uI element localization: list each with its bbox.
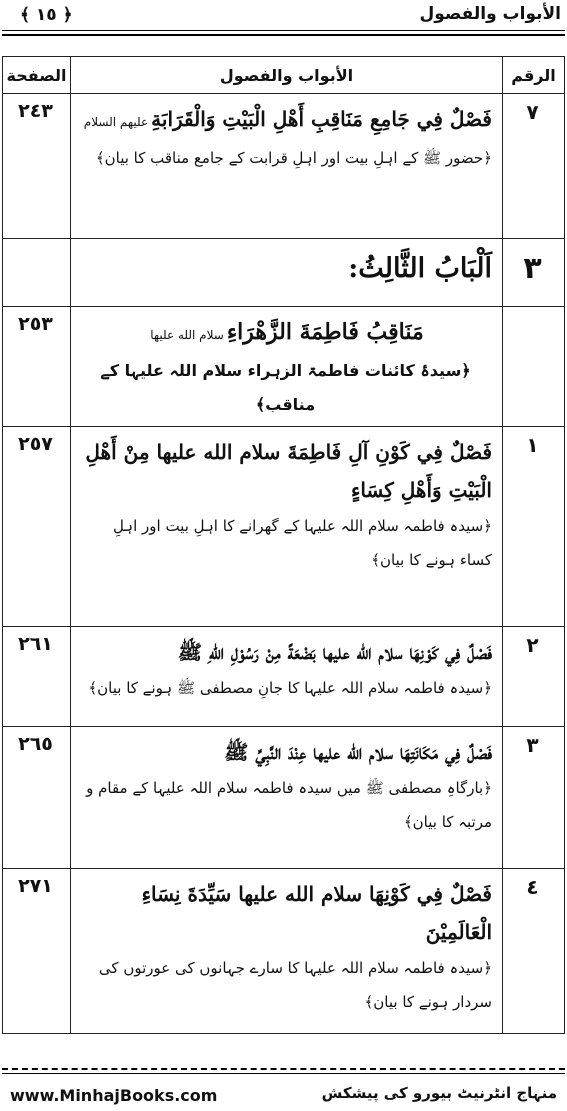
column-header-number: الرقم xyxy=(503,57,565,94)
page-number: ﴾ ١٥ ﴿ xyxy=(20,5,73,25)
header-rule xyxy=(2,30,565,31)
footer-website-link[interactable]: www.MinhajBooks.com xyxy=(10,1086,218,1105)
entry-arabic-title: فَصْلٌ فِي جَامِعِ مَنَاقِبِ أَهْلِ الْبَيْتِ وَالْقَرَابَةِ xyxy=(151,107,492,131)
entry-page: ٢٦٥ xyxy=(3,727,71,869)
entry-urdu-description: ﴿سیدۂ کائنات فاطمۃ الزہراء سلام اللہ علیہا کے مناقب﴾ xyxy=(100,361,471,414)
column-header-chapters: الأبواب والفصول xyxy=(71,57,503,94)
table-row xyxy=(3,239,565,307)
entry-urdu-description: ﴿سیدہ فاطمہ سلام اللہ علیہا کا سارے جہانوں کی عورتوں کی سردار ہونے کا بیان﴾ xyxy=(98,959,492,1011)
entry-number: ٢ xyxy=(503,627,565,727)
entry-arabic-title: فَصْلٌ فِي كَوْنِ آلِ فَاطِمَةَ سلام الله عليها مِنْ أَهْلِ الْبَيْتِ وَأَهْلِ كِسَاءٍ xyxy=(85,440,492,502)
entry-arabic-title: فَصْلٌ فِي مَكَانَتِهَا سلام الله عليها عِنْدَ النَّبِيِّ ﷺ xyxy=(224,740,492,764)
entry-content xyxy=(71,94,503,239)
entry-urdu-description: ﴿بارگاہِ مصطفی ﷺ میں سیدہ فاطمہ سلام اللہ علیہا کے مقام و مرتبہ کا بیان﴾ xyxy=(86,779,492,831)
entry-arabic-title: فَصْلٌ فِي كَوْنِهَا سلام الله عليها بَضْعَةً مِنْ رَسُوْلِ اللهِ ﷺ xyxy=(177,640,492,664)
entry-number: ٤ xyxy=(503,869,565,1034)
entry-content xyxy=(71,427,503,627)
footer-rule-dashed xyxy=(2,1068,565,1070)
entry-page: ٢٤٣ xyxy=(3,94,71,239)
entry-content xyxy=(71,727,503,869)
entry-number xyxy=(503,307,565,427)
entry-urdu-description: ﴿حضور ﷺ کے اہلِ بیت اور اہلِ قرابت کے جامع مناقب کا بیان﴾ xyxy=(95,149,492,167)
entry-page: ٢٥٧ xyxy=(3,427,71,627)
entry-content xyxy=(71,239,503,307)
entry-number: ٣ xyxy=(503,727,565,869)
page-header xyxy=(0,0,567,30)
table-row xyxy=(3,427,565,627)
entry-arabic-title: مَنَاقِبُ فَاطِمَةَ الزَّهْرَاءِ xyxy=(226,319,424,345)
column-header-page: الصفحة xyxy=(3,57,71,94)
entry-page xyxy=(3,239,71,307)
entry-arabic-suffix: سلام الله عليها xyxy=(150,328,224,342)
footer-publisher: منہاج انٹرنیٹ بیورو کی پیشکش xyxy=(321,1084,557,1102)
entry-content xyxy=(71,627,503,727)
entry-page: ٢٧١ xyxy=(3,869,71,1034)
entry-content xyxy=(71,869,503,1034)
entry-number: ٣ xyxy=(503,239,565,307)
entry-number: ٧ xyxy=(503,94,565,239)
table-row xyxy=(3,869,565,1034)
entry-page: ٢٦١ xyxy=(3,627,71,727)
entry-page: ٢٥٣ xyxy=(3,307,71,427)
table-row xyxy=(3,727,565,869)
table-header-row xyxy=(3,57,565,94)
footer-rule xyxy=(2,1073,565,1074)
entry-arabic-suffix: عليهم السلام xyxy=(83,115,149,129)
entry-content xyxy=(71,307,503,427)
contents-table xyxy=(2,56,565,1034)
chapter-heading: اَلْبَابُ الثَّالِثُ: xyxy=(348,253,492,284)
entry-number: ١ xyxy=(503,427,565,627)
entry-urdu-description: ﴿سیدہ فاطمہ سلام اللہ علیہا کے گھرانے کا اہلِ بیت اور اہلِ کساء ہونے کا بیان﴾ xyxy=(112,517,492,569)
entry-urdu-description: ﴿سیدہ فاطمہ سلام اللہ علیہا کا جانِ مصطفی ﷺ ہونے کا بیان﴾ xyxy=(88,679,492,697)
table-row xyxy=(3,627,565,727)
table-row xyxy=(3,94,565,239)
table-row xyxy=(3,307,565,427)
running-title: الأبواب والفصول xyxy=(419,4,561,24)
header-rule-thick xyxy=(2,34,565,36)
entry-arabic-title: فَصْلٌ فِي كَوْنِهَا سلام الله عليها سَيِّدَةَ نِسَاءِ الْعَالَمِيْنَ xyxy=(141,882,492,944)
